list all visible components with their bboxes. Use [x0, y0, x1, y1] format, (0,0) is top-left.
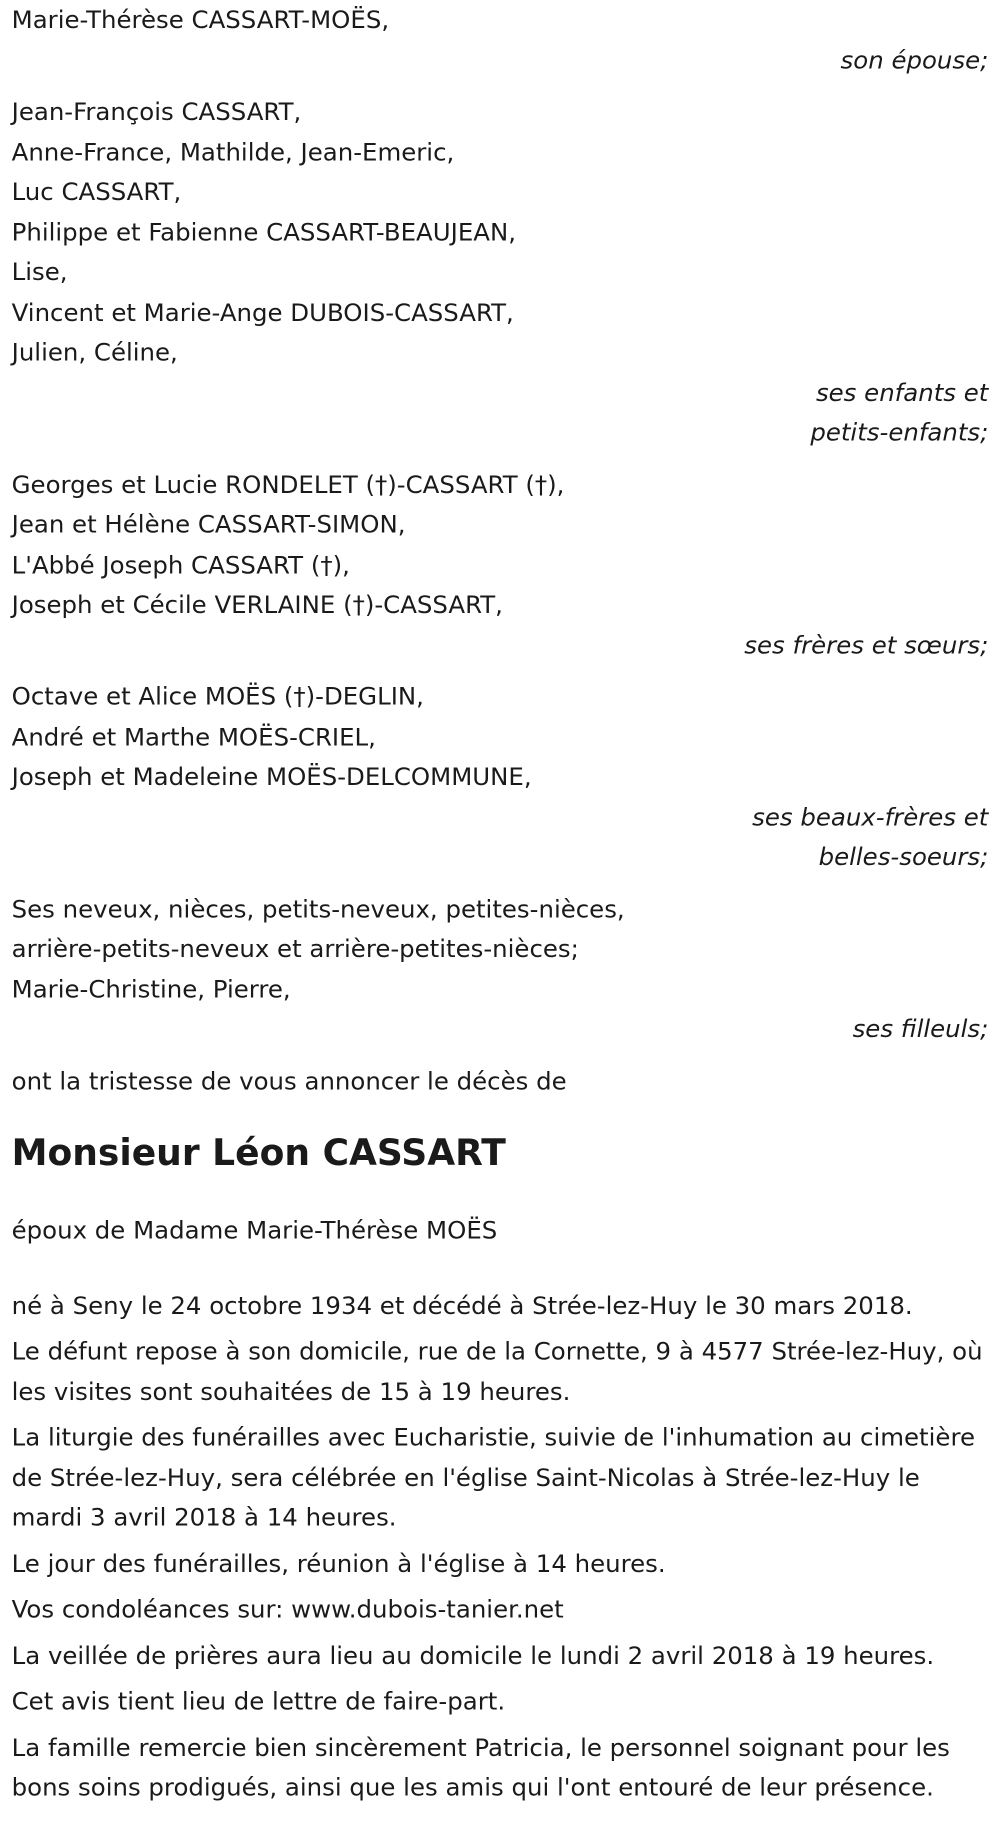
- relationship-label-line: son épouse;: [840, 45, 989, 74]
- relative-name-line: Vincent et Marie-Ange DUBOIS-CASSART,: [11, 298, 514, 327]
- relative-name-line: Ses neveux, nièces, petits-neveux, petites-nièces,: [11, 894, 625, 923]
- relative-name-line: Jean et Hélène CASSART-SIMON,: [11, 510, 406, 539]
- relationship-label: [12, 40, 989, 80]
- relative-name-line: L'Abbé Joseph CASSART (†),: [11, 550, 350, 579]
- relationship-label: [12, 797, 989, 877]
- relationship-label: [12, 625, 989, 665]
- relatives-group: [12, 889, 989, 1049]
- detail-paragraph: né à Seny le 24 octobre 1934 et décédé à Strée-lez-Huy le 30 mars 2018.: [11, 1291, 913, 1320]
- relatives-group: [12, 0, 989, 80]
- relationship-label-line: belles-soeurs;: [818, 843, 989, 871]
- relationship-label-line: ses enfants et: [815, 378, 989, 407]
- detail-paragraph: Vos condoléances sur: www.dubois-tanier.net: [11, 1595, 564, 1624]
- detail-paragraph: La liturgie des funérailles avec Eucharistie, suivie de l'inhumation au cimetière de Strée-lez-Huy, sera célébrée en l'église Saint-Nicolas à Strée-lez-Huy le mardi 3 avril 2018 à 14 heures.: [11, 1423, 975, 1532]
- relative-name-line: Joseph et Cécile VERLAINE (†)-CASSART,: [11, 590, 503, 619]
- relative-name-line: Philippe et Fabienne CASSART-BEAUJEAN,: [11, 218, 516, 246]
- relative-name-line: arrière-petits-neveux et arrière-petites-nièces;: [11, 934, 579, 963]
- relative-name-line: Jean-François CASSART,: [11, 97, 302, 126]
- relative-name-line: Lise,: [11, 258, 68, 287]
- relative-name-line: Luc CASSART,: [11, 177, 182, 206]
- relationship-label-line: ses beaux-frères et: [752, 802, 989, 831]
- relative-name-line: Joseph et Madeleine MOËS-DELCOMMUNE,: [11, 762, 532, 791]
- relative-name-line: Marie-Thérèse CASSART-MOËS,: [11, 5, 390, 34]
- relationship-label-line: ses filleuls;: [852, 1015, 989, 1044]
- detail-paragraph: La veillée de prières aura lieu au domicile le lundi 2 avril 2018 à 19 heures.: [11, 1641, 935, 1670]
- relatives-group: [12, 465, 989, 666]
- details-section: [12, 1285, 989, 1807]
- detail-paragraph: Le défunt repose à son domicile, rue de la Cornette, 9 à 4577 Strée-lez-Huy, où les visites sont souhaitées de 15 à 19 heures.: [11, 1337, 983, 1406]
- relative-name-line: Julien, Céline,: [11, 338, 178, 367]
- relative-name-line: Marie-Christine, Pierre,: [11, 975, 291, 1003]
- relationship-label: [12, 373, 989, 453]
- relationship-label-line: petits-enfants;: [810, 418, 989, 447]
- relative-name-line: Georges et Lucie RONDELET (†)-CASSART (†),: [11, 470, 565, 499]
- detail-paragraph: Cet avis tient lieu de lettre de faire-part.: [11, 1687, 506, 1716]
- relatives-group: [12, 677, 989, 878]
- relationship-label-line: ses frères et sœurs;: [744, 630, 989, 659]
- detail-paragraph: Le jour des funérailles, réunion à l'église à 14 heures.: [11, 1549, 666, 1578]
- spouse-line: époux de Madame Marie-Thérèse MOËS: [11, 1216, 498, 1245]
- relatives-group: [12, 92, 989, 453]
- announcement-text: ont la tristesse de vous annoncer le décès de: [11, 1066, 567, 1095]
- relatives-section: [12, 0, 989, 1049]
- deceased-name: Monsieur Léon CASSART: [11, 1132, 506, 1175]
- detail-paragraph: La famille remercie bien sincèrement Patricia, le personnel soignant pour les bons soins prodigués, ainsi que les amis qui l'ont entouré de leur présence.: [11, 1733, 950, 1802]
- relative-name-line: André et Marthe MOËS-CRIEL,: [11, 722, 376, 751]
- relative-name-line: Octave et Alice MOËS (†)-DEGLIN,: [11, 682, 424, 711]
- relative-name-line: Anne-France, Mathilde, Jean-Emeric,: [11, 137, 455, 166]
- relationship-label: [12, 1009, 989, 1049]
